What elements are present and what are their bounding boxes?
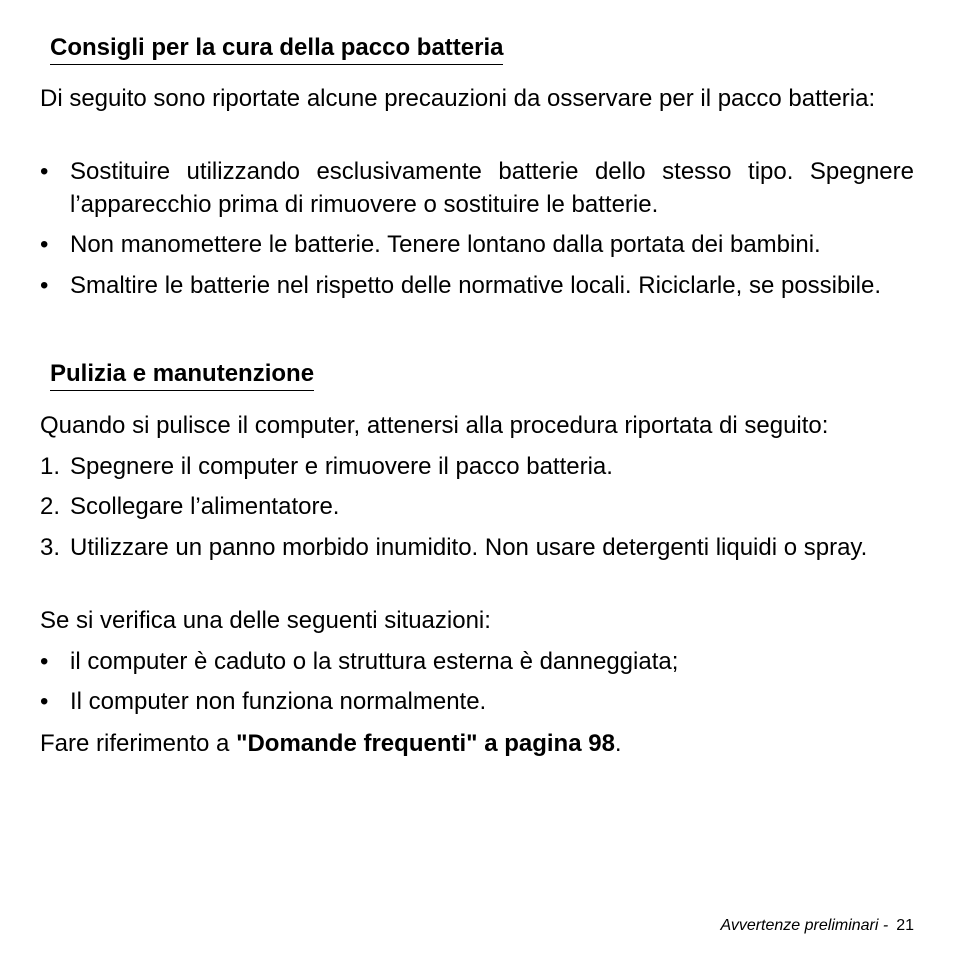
battery-bullet-1: Sostituire utilizzando esclusivamente batterie dello stesso tipo. Spegnere l’apparecchio prima di rimuovere o sostituire le batterie. — [70, 158, 914, 218]
list-item — [40, 490, 914, 523]
page-footer — [720, 917, 914, 935]
list-item — [40, 645, 914, 678]
situations-intro-paragraph: Se si verifica una delle seguenti situazioni: — [40, 607, 491, 634]
list-item — [40, 685, 914, 718]
list-item — [40, 531, 914, 564]
battery-bullet-3: Smaltire le batterie nel rispetto delle normative locali. Riciclarle, se possibile. — [70, 272, 882, 299]
battery-bullet-2: Non manomettere le batterie. Tenere lontano dalla portata dei bambini. — [70, 231, 821, 258]
list-item — [40, 155, 914, 221]
cleaning-step-2: Scollegare l’alimentatore. — [70, 493, 340, 520]
bullet-marker: • — [40, 272, 49, 299]
list-item — [40, 228, 914, 261]
bullet-marker: • — [40, 158, 49, 185]
battery-intro-paragraph: Di seguito sono riportate alcune precauzioni da osservare per il pacco batteria: — [40, 85, 876, 112]
section-title-cleaning: Pulizia e manutenzione — [50, 359, 314, 391]
bullet-marker: • — [40, 231, 49, 258]
step-number: 1. — [40, 453, 61, 480]
cleaning-step-1: Spegnere il computer e rimuovere il pacco batteria. — [70, 453, 613, 480]
cleaning-intro-paragraph: Quando si pulisce il computer, attenersi alla procedura riportata di seguito: — [40, 412, 829, 439]
faq-reference-link[interactable]: "Domande frequenti" a pagina 98 — [236, 730, 615, 757]
step-number: 2. — [40, 493, 61, 520]
situation-bullet-1: il computer è caduto o la struttura esterna è danneggiata; — [70, 648, 679, 675]
bullet-marker: • — [40, 688, 49, 715]
cleaning-step-3: Utilizzare un panno morbido inumidito. Non usare detergenti liquidi o spray. — [70, 534, 868, 561]
list-item — [40, 450, 914, 483]
list-item — [40, 269, 914, 302]
reference-suffix: . — [614, 730, 622, 757]
footer-label: Avvertenze preliminari - — [720, 917, 889, 934]
reference-paragraph — [40, 727, 914, 760]
reference-prefix: Fare riferimento a — [40, 730, 237, 757]
step-number: 3. — [40, 534, 61, 561]
situation-bullet-2: Il computer non funziona normalmente. — [70, 688, 487, 715]
page-number: 21 — [896, 917, 914, 934]
section-title-battery-care: Consigli per la cura della pacco batteria — [50, 33, 503, 65]
bullet-marker: • — [40, 648, 49, 675]
